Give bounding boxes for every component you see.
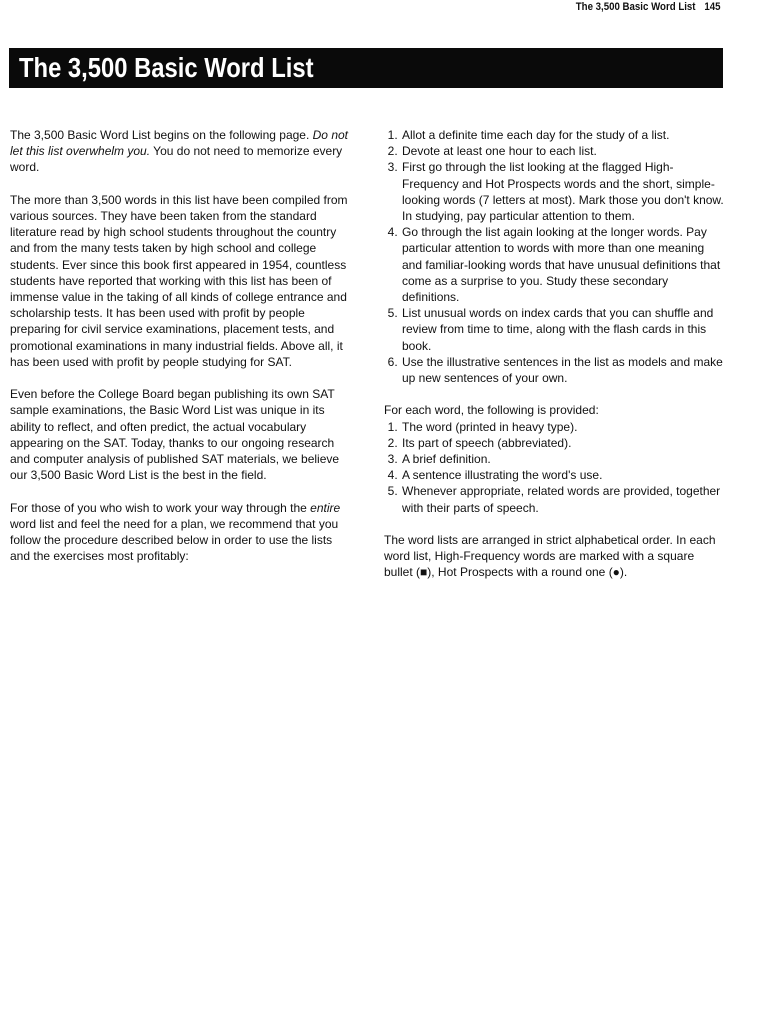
left-column: [10, 127, 355, 581]
plan-emphasis: entire: [310, 500, 341, 515]
intro-paragraph: [10, 127, 355, 176]
provided-intro: For each word, the following is provided:: [384, 403, 599, 418]
list-item: 2. Its part of speech (abbreviated).: [401, 435, 724, 451]
plan-text: For those of you who wish to work your way through the: [10, 500, 311, 515]
list-item: 4. Go through the list again looking at the longer words. Pay particular attention to words with more than one meaning and familiar-looking words that have unusual definitions that come as a surprise to you. Study these secondary definitions.: [401, 224, 724, 305]
page-number: 145: [703, 1, 720, 13]
list-item: 5. List unusual words on index cards that you can shuffle and review from time to time, along with the flash cards in this book.: [401, 305, 724, 354]
uniqueness-paragraph: Even before the College Board began publishing its own SAT sample examinations, the Basic Word List was unique in its ability to reflect, and often predict, the actual vocabulary appearing on the SAT. Today, thanks to our ongoing research and computer analysis of published SAT materials, we believe our 3,500 Basic Word List is the best in the field.: [10, 387, 340, 483]
list-item: 5. Whenever appropriate, related words are provided, together with their parts of speech.: [401, 483, 724, 515]
list-item: 2. Devote at least one hour to each list.: [401, 143, 724, 159]
list-item: 3. A brief definition.: [401, 451, 724, 467]
list-item: 6. Use the illustrative sentences in the list as models and make up new sentences of your own.: [401, 354, 724, 386]
intro-text: The 3,500 Basic Word List begins on the following page.: [10, 128, 313, 142]
list-item: 4. A sentence illustrating the word's use.: [401, 467, 724, 483]
title-bar: [9, 48, 723, 88]
page-title: The 3,500 Basic Word List: [19, 52, 314, 83]
plan-text-end: word list and feel the need for a plan, we recommend that you follow the procedure described below in order to use the lists and the exercises most profitably:: [10, 516, 339, 564]
list-item: 1. Allot a definite time each day for the study of a list.: [401, 127, 724, 143]
plan-paragraph: [10, 500, 355, 565]
intro-text-end: You do not need to memorize every word.: [10, 144, 343, 175]
running-head: [575, 0, 720, 14]
procedure-list: [384, 127, 724, 386]
closing-paragraph: The word lists are arranged in strict alphabetical order. In each word list, High-Frequency words are marked with a square bullet (■), Hot Prospects with a round one (●).: [384, 533, 716, 580]
list-item: 3. First go through the list looking at the flagged High-Frequency and Hot Prospects words and the short, simple-looking words (7 letters at most). Mark those you don't know. In studying, pay particular attention to them.: [401, 159, 724, 224]
intro-emphasis: Do not let this list overwhelm you.: [10, 128, 348, 159]
provided-list: [384, 419, 724, 516]
list-item: 1. The word (printed in heavy type).: [401, 419, 724, 435]
right-column: [384, 127, 724, 597]
running-head-title: The 3,500 Basic Word List: [575, 1, 696, 13]
history-paragraph: The more than 3,500 words in this list have been compiled from various sources. They have been taken from the standard literature read by high school students throughout the country and from the many tests taken by high school and college students. Ever since this book first appeared in 1954, countless students have reported that working with this list has been of immense value in the taking of all kinds of college entrance and scholarship tests. It has been used with profit by people preparing for civil service examinations, placement tests, and promotional examinations in many industrial fields. Above all, it has been used with profit by people studying for SAT.: [10, 192, 348, 369]
